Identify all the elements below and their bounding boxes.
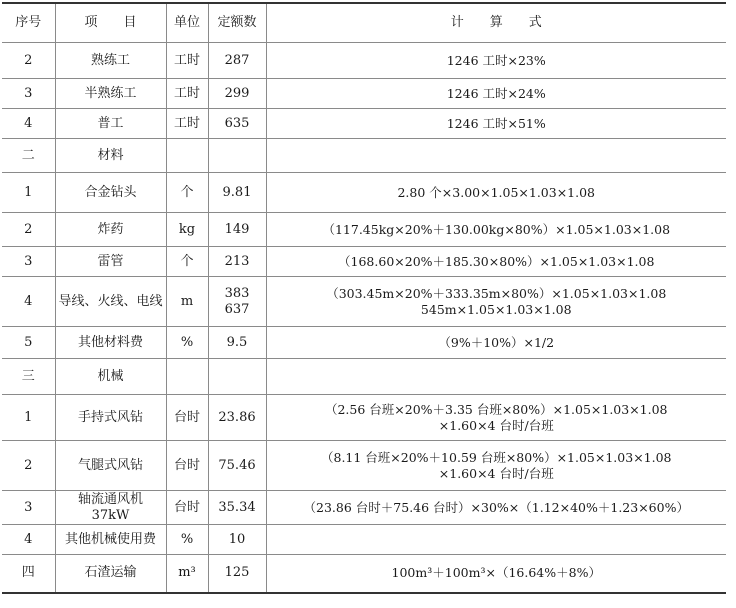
row-seq: 3 [2, 491, 55, 525]
table-row [2, 327, 726, 359]
row-unit: 台时 [166, 441, 208, 491]
row-seq: 2 [2, 213, 55, 247]
table-body [2, 43, 726, 593]
row-calc [266, 327, 726, 359]
table-row [2, 525, 726, 555]
row-calc [266, 173, 726, 213]
row-seq: 1 [2, 173, 55, 213]
row-unit: kg [166, 213, 208, 247]
table-row [2, 359, 726, 395]
row-calc [266, 491, 726, 525]
table-row [2, 43, 726, 79]
table-row [2, 79, 726, 109]
row-seq: 四 [2, 555, 55, 593]
calc-line: （303.45m×20%＋333.35m×80%）×1.05×1.03×1.08 [326, 285, 667, 301]
quota-line: 35.34 [218, 499, 256, 515]
table-row [2, 139, 726, 173]
row-item: 机械 [55, 359, 166, 395]
table-row [2, 395, 726, 441]
row-seq: 4 [2, 109, 55, 139]
calc-line: （117.45kg×20%＋130.00kg×80%）×1.05×1.03×1.08 [322, 221, 671, 237]
row-calc [266, 43, 726, 79]
row-calc [266, 139, 726, 173]
row-quota [208, 327, 266, 359]
row-calc [266, 395, 726, 441]
row-calc [266, 525, 726, 555]
header-row [2, 3, 726, 43]
row-quota [208, 525, 266, 555]
row-seq: 5 [2, 327, 55, 359]
header-calc: 计 算 式 [266, 3, 726, 43]
quota-line: 10 [228, 531, 246, 547]
row-item: 炸药 [55, 213, 166, 247]
row-item: 合金钻头 [55, 173, 166, 213]
row-unit: 个 [166, 173, 208, 213]
row-quota [208, 441, 266, 491]
row-unit: m [166, 277, 208, 327]
row-quota [208, 109, 266, 139]
row-unit [166, 139, 208, 173]
row-item: 其他材料费 [55, 327, 166, 359]
row-quota [208, 213, 266, 247]
quota-line: 213 [224, 253, 250, 269]
row-calc [266, 79, 726, 109]
row-quota [208, 395, 266, 441]
row-seq: 1 [2, 395, 55, 441]
table-row [2, 555, 726, 593]
row-seq: 3 [2, 247, 55, 277]
calc-line: （23.86 台时＋75.46 台时）×30%×（1.12×40%＋1.23×60%） [303, 499, 689, 515]
row-seq: 4 [2, 277, 55, 327]
calc-line: 1246 工时×24% [446, 85, 546, 101]
row-quota [208, 491, 266, 525]
row-item: 轴流通风机 37kW [55, 491, 166, 525]
row-quota [208, 247, 266, 277]
row-quota [208, 79, 266, 109]
row-item: 石渣运输 [55, 555, 166, 593]
row-unit: 工时 [166, 109, 208, 139]
row-unit: % [166, 525, 208, 555]
quota-line: 149 [224, 221, 250, 237]
calc-line: （168.60×20%＋185.30×80%）×1.05×1.03×1.08 [338, 253, 655, 269]
row-item: 熟练工 [55, 43, 166, 79]
calc-line: 2.80 个×3.00×1.05×1.03×1.08 [397, 184, 596, 200]
row-item: 材料 [55, 139, 166, 173]
table-row [2, 173, 726, 213]
quota-line: 635 [224, 115, 250, 131]
quota-line: 125 [224, 565, 250, 581]
row-unit: 个 [166, 247, 208, 277]
quota-line: 299 [224, 85, 250, 101]
calc-line: ×1.60×4 台时/台班 [438, 417, 554, 433]
row-unit: m³ [166, 555, 208, 593]
calc-line: ×1.60×4 台时/台班 [438, 465, 554, 481]
quota-line: 75.46 [218, 457, 256, 473]
calc-line: 1246 工时×23% [446, 52, 546, 68]
row-seq: 3 [2, 79, 55, 109]
row-item: 手持式风钻 [55, 395, 166, 441]
row-unit: 工时 [166, 43, 208, 79]
quota-line: 637 [224, 301, 250, 317]
header-seq: 序号 [2, 3, 55, 43]
row-calc [266, 555, 726, 593]
row-unit: 工时 [166, 79, 208, 109]
calc-line: （9%＋10%）×1/2 [438, 334, 555, 350]
header-unit: 单位 [166, 3, 208, 43]
quota-calculation-table [2, 2, 726, 594]
row-item: 气腿式风钻 [55, 441, 166, 491]
header-item: 项 目 [55, 3, 166, 43]
row-item: 导线、火线、电线 [55, 277, 166, 327]
table-row [2, 491, 726, 525]
table-row [2, 247, 726, 277]
row-quota [208, 43, 266, 79]
row-item: 普工 [55, 109, 166, 139]
row-item: 雷管 [55, 247, 166, 277]
row-unit: % [166, 327, 208, 359]
row-seq: 4 [2, 525, 55, 555]
row-item: 半熟练工 [55, 79, 166, 109]
row-calc [266, 359, 726, 395]
table-row [2, 213, 726, 247]
header-quota: 定额数 [208, 3, 266, 43]
row-quota [208, 555, 266, 593]
calc-line: 1246 工时×51% [446, 115, 546, 131]
row-unit: 台时 [166, 395, 208, 441]
table-row [2, 277, 726, 327]
row-calc [266, 247, 726, 277]
quota-line: 9.81 [222, 184, 252, 200]
row-seq: 2 [2, 441, 55, 491]
row-seq: 三 [2, 359, 55, 395]
row-seq: 2 [2, 43, 55, 79]
row-quota [208, 173, 266, 213]
quota-line: 9.5 [226, 334, 248, 350]
calc-line: （8.11 台班×20%＋10.59 台班×80%）×1.05×1.03×1.08 [321, 449, 672, 465]
row-calc [266, 109, 726, 139]
row-calc [266, 441, 726, 491]
row-calc [266, 277, 726, 327]
calc-line: 100m³＋100m³×（16.64%＋8%） [391, 565, 601, 581]
row-unit: 台时 [166, 491, 208, 525]
quota-line: 383 [224, 285, 250, 301]
row-quota [208, 359, 266, 395]
table-row [2, 109, 726, 139]
quota-line: 23.86 [218, 409, 256, 425]
quota-line: 287 [224, 52, 250, 68]
row-seq: 二 [2, 139, 55, 173]
calc-line: （2.56 台班×20%＋3.35 台班×80%）×1.05×1.03×1.08 [324, 401, 668, 417]
row-quota [208, 277, 266, 327]
row-item: 其他机械使用费 [55, 525, 166, 555]
row-unit [166, 359, 208, 395]
row-calc [266, 213, 726, 247]
row-quota [208, 139, 266, 173]
table-row [2, 441, 726, 491]
calc-line: 545m×1.05×1.03×1.08 [420, 301, 572, 317]
